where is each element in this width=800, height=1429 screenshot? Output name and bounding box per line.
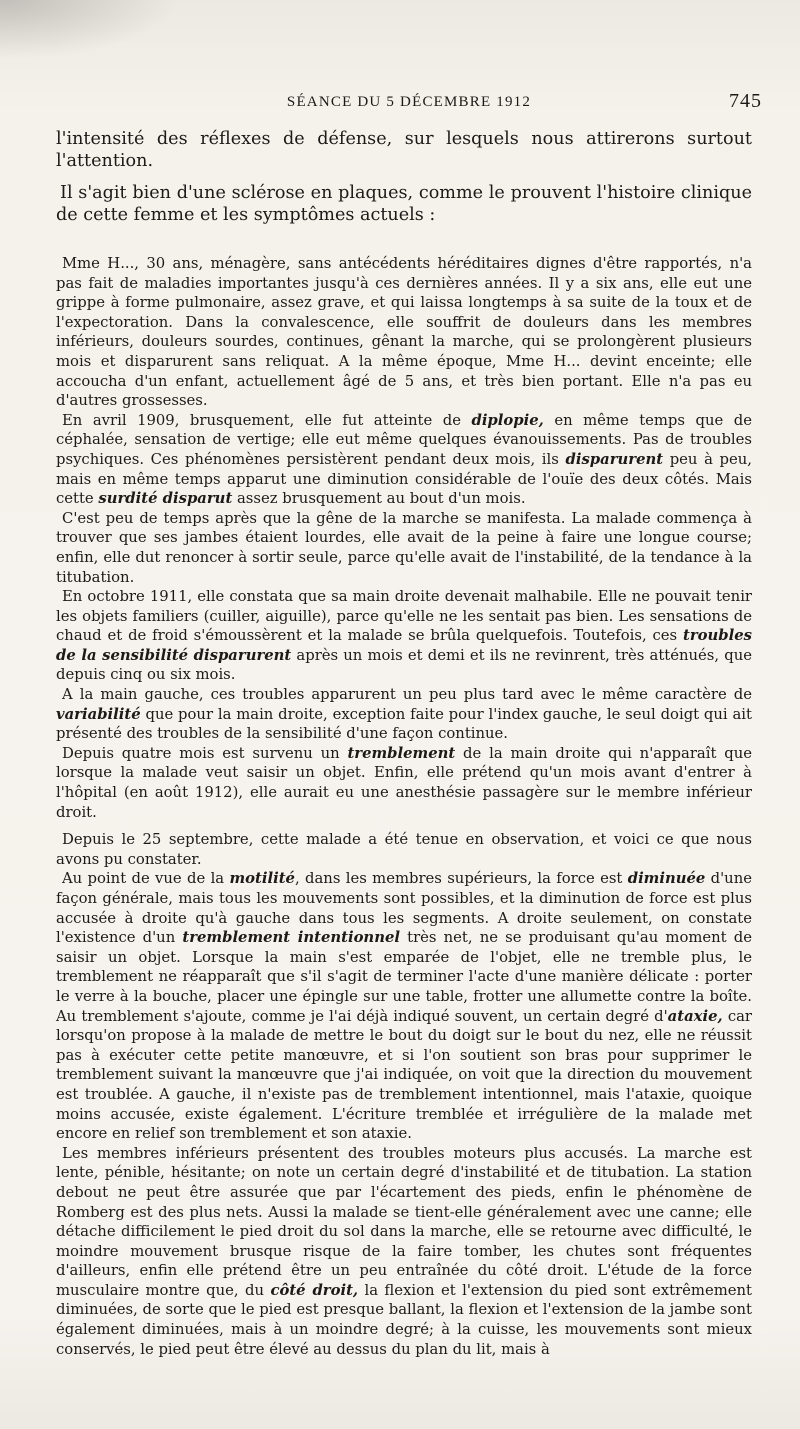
text-run: En octobre 1911, elle constata que sa main droite devenait malhabile. Elle ne pouvait tenir les objets familiers (cuiller, aiguille), parce qu'elle ne les sentait pas bien. Les sensations de chaud et de froid s'émoussèrent et la malade se brûla quelquefois. Toutefois, ces — [56, 588, 752, 645]
case-paragraph — [56, 587, 752, 685]
text-run: d'une façon générale, mais tous les mouvements sont possibles, et la diminution de force est plus accusée à droite qu'à gauche dans tous les segments. A droite seulement, on constate l'existence d'un — [56, 870, 753, 947]
intro-section — [56, 128, 752, 226]
text-run: , dans les membres supérieurs, la force est — [294, 870, 628, 888]
text-run: Depuis quatre mois est survenu un — [62, 744, 348, 762]
case-paragraph — [56, 509, 752, 587]
emphasis: tremblement — [347, 744, 456, 762]
case-paragraph — [56, 830, 752, 869]
text-run: de la main droite qui n'apparaît que lorsque la malade veut saisir un objet. Enfin, elle prétend qu'un mois avant d'entrer à l'hôpital (en août 1912), elle aurait eu une anesthésie passagère sur le membre inférieur droit. — [56, 744, 752, 821]
text-run: Mme H..., 30 ans, ménagère, sans antécédents héréditaires dignes d'être rapportés, n'a pas fait de maladies importantes jusqu'à ces dernières années. Il y a six ans, elle eut une grippe à forme pulmonaire, assez grave, et qui laissa longtemps à sa suite de la toux et de l'expectoration. Dans la convalescence, elle souffrit de douleurs dans les membres inférieurs, douleurs sourdes, continues, gênant la marche, qui se prolongèrent plusieurs mois et disparurent sans reliquat. A la même époque, Mme H... devint enceinte; elle accoucha d'un enfant, actuellement âgé de 5 ans, et très bien portant. Elle n'a pas eu d'autres grossesses. — [56, 255, 752, 410]
text-run: la flexion et l'extension du pied sont extrêmement diminuées, de sorte que le pied est presque ballant, la flexion et l'extension de la jambe sont également diminuées, mais à un moindre degré; à la cuisse, les mouvements sont mieux conservés, le pied peut être élevé au dessus du plan du lit, mais à — [56, 1281, 752, 1358]
emphasis: motilité — [229, 870, 295, 888]
text-run: Les membres inférieurs présentent des troubles moteurs plus accusés. La marche est lente, pénible, hésitante; on note un certain degré d'instabilité et de titubation. La station debout ne peut être assurée que par l'écartement des pieds, enfin le phénomène de Romberg est des plus nets. Aussi la malade se tient-elle généralement avec une canne; elle détache difficilement le pied droit du sol dans la marche, elle se retourne avec difficulté, le moindre mouvement brusque risque de la faire tomber, les chutes sont fréquentes d'ailleurs, enfin elle prétend être un peu entraînée du côté droit. L'étude de la force musculaire montre que, du — [56, 1144, 752, 1299]
text-run: peu à peu, mais en même temps apparut une diminution considérable de l'ouïe des deux côtés. Mais cette — [56, 450, 753, 508]
case-paragraph — [56, 869, 752, 1143]
text-run: Depuis le 25 septembre, cette malade a été tenue en observation, et voici ce que nous avons pu constater. — [56, 831, 752, 868]
emphasis: troubles de la sensibilité disparurent — [56, 627, 752, 664]
emphasis: tremblement intentionnel — [182, 929, 400, 947]
case-paragraph — [56, 685, 752, 744]
text-run: car lorsqu'on propose à la malade de mettre le bout du doigt sur le bout du nez, elle ne réussit pas à exécuter cette petite manœuvre, et si l'on soutient son bras pour supprimer le tremblement suivant la manœuvre que j'ai indiquée, on voit que la direction du mouvement est troublée. A gauche, il n'existe pas de tremblement intentionnel, mais l'ataxie, quoique moins accusée, existe également. L'écriture tremblée et irrégulière de la malade met encore en relief son tremblement et son ataxie. — [56, 1007, 752, 1143]
running-head: SÉANCE DU 5 DÉCEMBRE 1912 — [286, 94, 532, 110]
case-paragraph — [56, 744, 752, 822]
emphasis: diminuée — [627, 870, 706, 888]
emphasis: variabilité — [56, 705, 141, 723]
text-run: assez brusquement au bout d'un mois. — [232, 490, 526, 508]
text-run: que pour la main droite, exception faite pour l'index gauche, le seul doigt qui ait présenté des troubles de la sensibilité d'une façon continue. — [56, 705, 752, 743]
text-run: en même temps que de céphalée, sensation de vertige; elle eut même quelques évanouissements. Pas de troubles psychiques. Ces phénomènes persistèrent pendant deux mois, ils — [56, 411, 752, 468]
text-run: A la main gauche, ces troubles apparurent un peu plus tard avec le même caractère de — [62, 686, 752, 704]
emphasis: côté droit, — [270, 1281, 359, 1299]
intro-paragraph: l'intensité des réflexes de défense, sur lesquels nous attirerons surtout l'attention. — [56, 129, 752, 171]
case-paragraph — [56, 254, 752, 411]
emphasis: disparurent — [565, 450, 664, 468]
emphasis: surdité disparut — [98, 490, 233, 508]
intro-paragraph: Il s'agit bien d'une sclérose en plaques, comme le prouvent l'histoire clinique de cette femme et les symptômes actuels : — [56, 183, 752, 225]
scan-shadow — [0, 0, 180, 60]
page-body — [56, 128, 752, 1359]
text-run: C'est peu de temps après que la gêne de la marche se manifesta. La malade commença à trouver que ses jambes étaient lourdes, elle avait de la peine à faire une longue course; enfin, elle dut renoncer à sortir seule, parce qu'elle avait de l'instabilité, de la tendance à la titubation. — [56, 509, 752, 586]
case-paragraph — [56, 411, 752, 509]
emphasis: diplopie, — [471, 411, 544, 429]
text-run: En avril 1909, brusquement, elle fut atteinte de — [62, 411, 472, 429]
text-run: après un mois et demi et ils ne revinrent, très atténués, que depuis cinq ou six mois. — [56, 646, 752, 684]
page-number: 745 — [729, 90, 762, 112]
text-run: Au point de vue de la — [62, 870, 230, 888]
emphasis: ataxie, — [667, 1007, 723, 1025]
case-report — [56, 254, 752, 1359]
page-header — [56, 90, 762, 118]
text-run: très net, ne se produisant qu'au moment de saisir un objet. Lorsque la main s'est emparée de l'objet, elle ne tremble plus, le tremblement ne réapparaît que s'il s'agit de terminer l'acte d'une manière délicate : porter le verre à la bouche, placer une épingle sur une table, frotter une allumette contre la boîte. Au tremblement s'ajoute, comme je l'ai déjà indiqué souvent, un certain degré d' — [56, 929, 752, 1025]
case-paragraph — [56, 1144, 752, 1360]
